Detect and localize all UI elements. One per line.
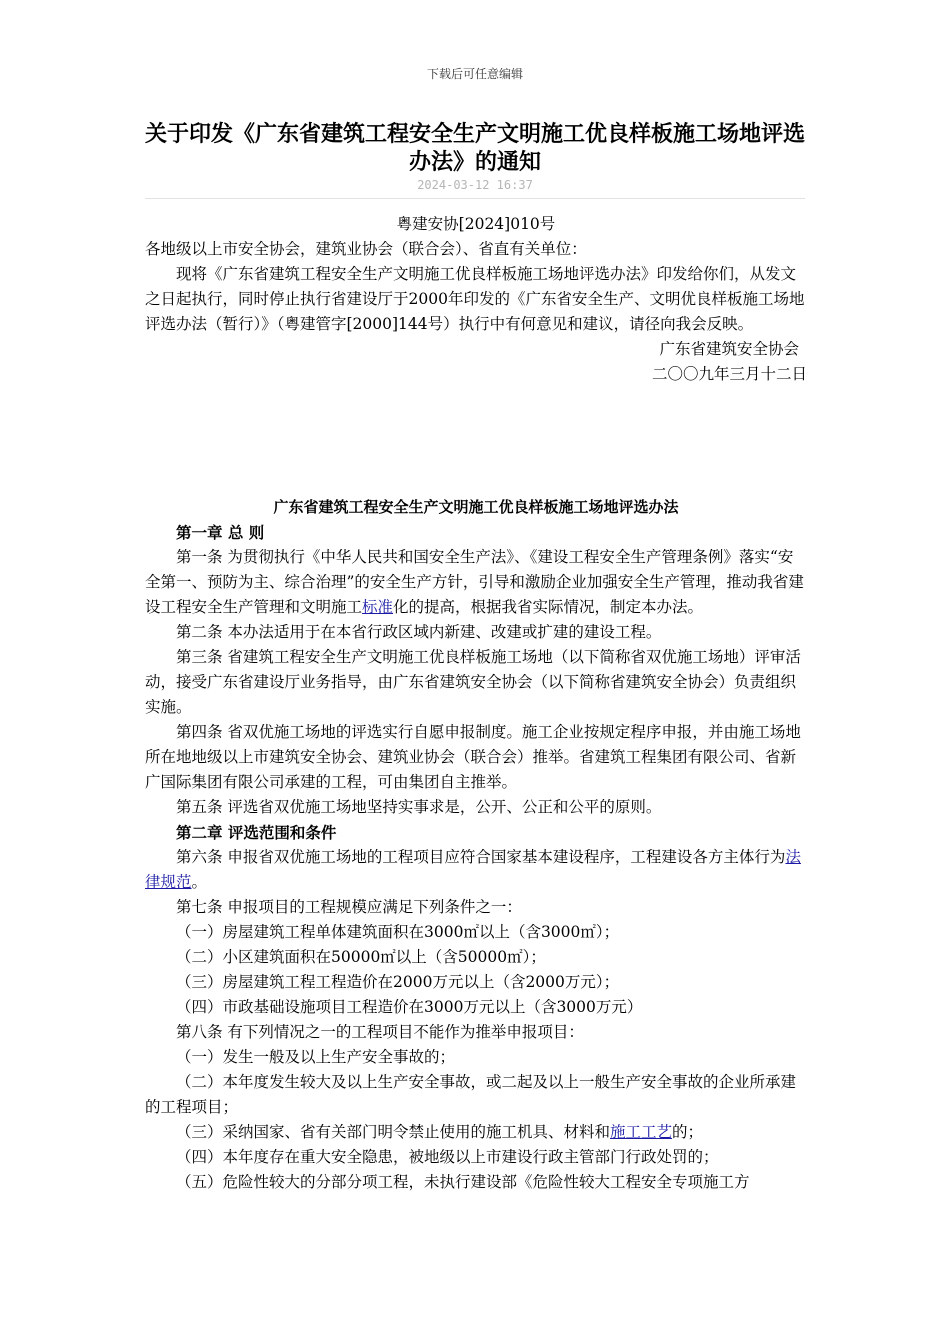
item-text: （三）采纳国家、省有关部门明令禁止使用的施工机具、材料和 [176, 1123, 611, 1141]
list-item: （五）危险性较大的分部分项工程，未执行建设部《危险性较大工程安全专项施工方 [176, 1173, 750, 1191]
legal-norms-link[interactable]: 法律规范 [145, 848, 801, 891]
page-title: 关于印发《广东省建筑工程安全生产文明施工优良样板施工场地评选办法》的通知 [145, 121, 806, 175]
article-text: 第六条 申报省双优施工场地的工程项目应符合国家基本建设程序，工程建设各方主体行为 [176, 848, 786, 866]
doc-number: 粤建安协[2024]010号 [396, 215, 556, 233]
list-item: （一）房屋建筑工程单体建筑面积在3000㎡以上（含3000㎡）； [176, 923, 620, 941]
list-item: （三）房屋建筑工程工程造价在2000万元以上（含2000万元）； [176, 973, 620, 991]
construction-process-link[interactable]: 施工工艺 [610, 1123, 673, 1141]
list-item: （四）本年度存在重大安全隐患，被地级以上市建设行政主管部门行政处罚的； [176, 1148, 719, 1166]
document-body [145, 212, 807, 1195]
divider [145, 198, 805, 199]
list-item: （二）本年度发生较大及以上生产安全事故，或二起及以上一般生产安全事故的企业所承建的工程项目； [145, 1073, 797, 1116]
header-note: 下载后可任意编辑 [426, 67, 523, 81]
notice-paragraph: 现将《广东省建筑工程安全生产文明施工优良样板施工场地评选办法》印发给你们，从发文之日起执行，同时停止执行省建设厅于2000年印发的《广东省安全生产、文明优良样板施工场地评选办法（暂行）》（粤建管字[2000]144号）执行中有何意见和建议，请径向我会反映。 [145, 265, 805, 333]
regulation-title: 广东省建筑工程安全生产文明施工优良样板施工场地评选办法 [273, 498, 679, 516]
list-item: （二）小区建筑面积在50000㎡以上（含50000㎡）； [176, 948, 546, 966]
article-text: 。 [191, 873, 208, 891]
article-6 [145, 845, 807, 895]
article-1 [145, 545, 807, 620]
signature-org: 广东省建筑安全协会 [659, 340, 799, 358]
article-text: 化的提高，根据我省实际情况，制定本办法。 [393, 598, 704, 616]
addressee: 各地级以上市安全协会，建筑业协会（联合会）、省直有关单位： [145, 240, 587, 258]
list-item [145, 1120, 807, 1145]
article-2: 第二条 本办法适用于在本省行政区域内新建、改建或扩建的建设工程。 [176, 623, 662, 641]
article-3: 第三条 省建筑工程安全生产文明施工优良样板施工场地（以下简称省双优施工场地）评审活动，接受广东省建设厅业务指导，由广东省建筑安全协会（以下简称省建筑安全协会）负责组织实施。 [145, 648, 801, 716]
article-8: 第八条 有下列情况之一的工程项目不能作为推举申报项目： [176, 1023, 584, 1041]
standard-link[interactable]: 标准 [362, 598, 394, 616]
article-text: 第一条 为贯彻执行《中华人民共和国安全生产法》、《建设工程安全生产管理条例》落实“安全第一、预防为主、综合治理”的安全生产方针，引导和激励企业加强安全生产管理，推动我省建设工程安全生产管理和文明施工 [145, 548, 804, 616]
article-4: 第四条 省双优施工场地的评选实行自愿申报制度。施工企业按规定程序申报，并由施工场地所在地地级以上市建筑安全协会、建筑业协会（联合会）推举。省建筑工程集团有限公司、省新广国际集团有限公司承建的工程，可由集团自主推举。 [145, 723, 801, 791]
publish-date: 2024-03-12 16:37 [417, 178, 533, 192]
signature-date: 二〇〇九年三月十二日 [651, 365, 807, 383]
article-5: 第五条 评选省双优施工场地坚持实事求是，公开、公正和公平的原则。 [176, 798, 662, 816]
item-text: 的； [672, 1123, 704, 1141]
spacer [145, 387, 807, 495]
chapter-heading: 第一章 总 则 [176, 523, 265, 542]
list-item: （四）市政基础设施项目工程造价在3000万元以上（含3000万元） [176, 998, 643, 1016]
chapter-heading: 第二章 评选范围和条件 [176, 823, 337, 842]
article-7: 第七条 申报项目的工程规模应满足下列条件之一： [176, 898, 522, 916]
list-item: （一）发生一般及以上生产安全事故的； [176, 1048, 456, 1066]
